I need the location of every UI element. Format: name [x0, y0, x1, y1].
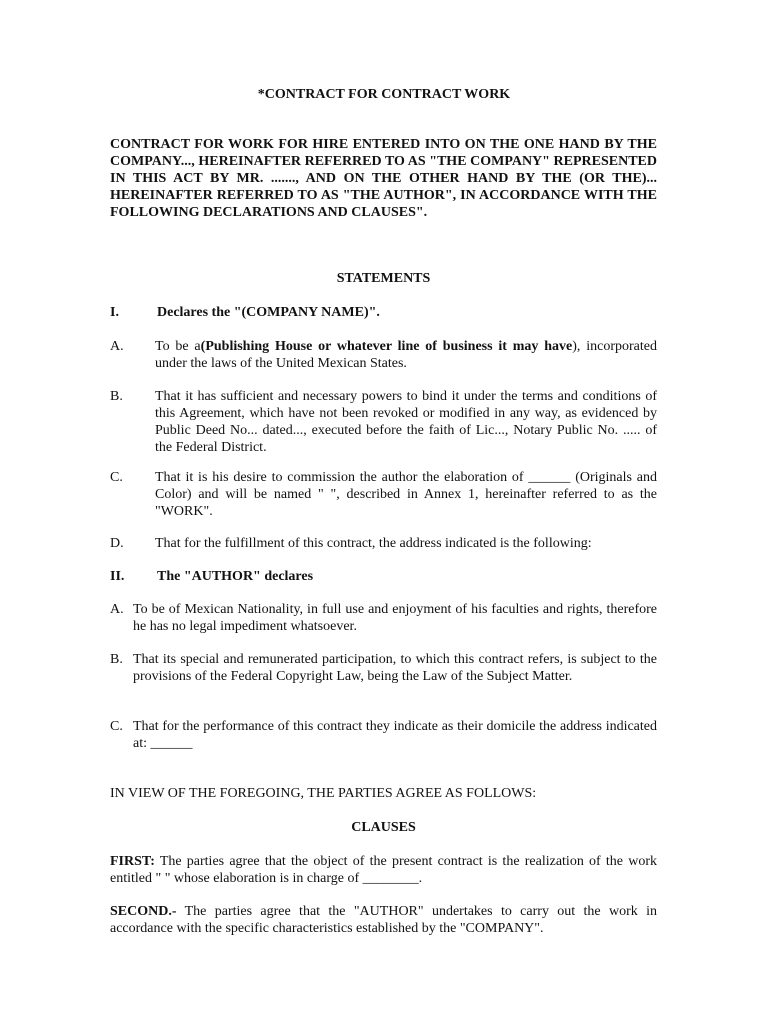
section-2-title: The "AUTHOR" declares [157, 569, 314, 584]
item-letter: C. [110, 719, 123, 734]
section-1-title: Declares the "(COMPANY NAME)". [157, 305, 380, 320]
intro-paragraph: CONTRACT FOR WORK FOR HIRE ENTERED INTO ON THE ONE HAND BY THE COMPANY..., HEREINAFTER REFERRED TO AS "THE COMPANY" REPRESENTED IN THIS ACT BY MR. ......., AND ON THE OTHER HAND BY THE (OR THE)... HEREINAFTER REFERRED TO AS "THE AUTHOR", IN ACCORDANCE WITH THE FOLLOWING DECLARATIONS AND CLAUSES". [110, 137, 657, 220]
item-letter: D. [110, 536, 124, 551]
item-text-1a [155, 338, 657, 372]
clause-first [110, 853, 657, 887]
section-2-number: II. [110, 569, 125, 584]
foregoing-line: IN VIEW OF THE FOREGOING, THE PARTIES AGREE AS FOLLOWS: [110, 786, 537, 801]
item-text-1a-pre: To be a [155, 339, 201, 354]
item-text-1c: That it is his desire to commission the author the elaboration of ______ (Originals and Color) and will be named " ", described in Annex 1, hereinafter referred to as the "WORK". [155, 470, 657, 519]
item-text-1a-bold: (Publishing House or whatever line of business it may have [200, 339, 573, 354]
clause-first-text: The parties agree that the object of the present contract is the realization of the work entitled " " whose elaboration is in charge of ________. [110, 854, 657, 886]
item-text-1b: That it has sufficient and necessary powers to bind it under the terms and conditions of this Agreement, which have not been revoked or modified in any way, as evidenced by Public Deed No... dated..., executed before the faith of Lic..., Notary Public No. ..... of the Federal District. [155, 389, 657, 455]
clause-first-label: FIRST: [110, 854, 155, 869]
section-1-number: I. [110, 305, 119, 320]
clause-second-label: SECOND.- [110, 904, 177, 919]
clause-second-text: The parties agree that the "AUTHOR" undertakes to carry out the work in accordance with the specific characteristics established by the "COMPANY". [110, 904, 657, 936]
item-letter: A. [110, 602, 124, 617]
clause-second [110, 903, 657, 937]
item-text-2a: To be of Mexican Nationality, in full use and enjoyment of his faculties and rights, therefore he has no legal impediment whatsoever. [133, 602, 657, 634]
item-letter: A. [110, 339, 124, 354]
item-letter: C. [110, 470, 123, 485]
statements-heading: STATEMENTS [336, 271, 431, 286]
item-text-2c: That for the performance of this contract they indicate as their domicile the address indicated at: ______ [133, 719, 657, 751]
item-letter: B. [110, 652, 123, 667]
item-text-1a-post: ), incorporated under the laws of the United Mexican States. [155, 339, 657, 371]
item-text-2b: That its special and remunerated participation, to which this contract refers, is subject to the provisions of the Federal Copyright Law, being the Law of the Subject Matter. [133, 652, 657, 684]
clauses-heading: CLAUSES [351, 820, 416, 835]
document-title: *CONTRACT FOR CONTRACT WORK [257, 87, 511, 102]
item-letter: B. [110, 389, 123, 404]
item-text-1d: That for the fulfillment of this contract, the address indicated is the following: [155, 536, 592, 551]
